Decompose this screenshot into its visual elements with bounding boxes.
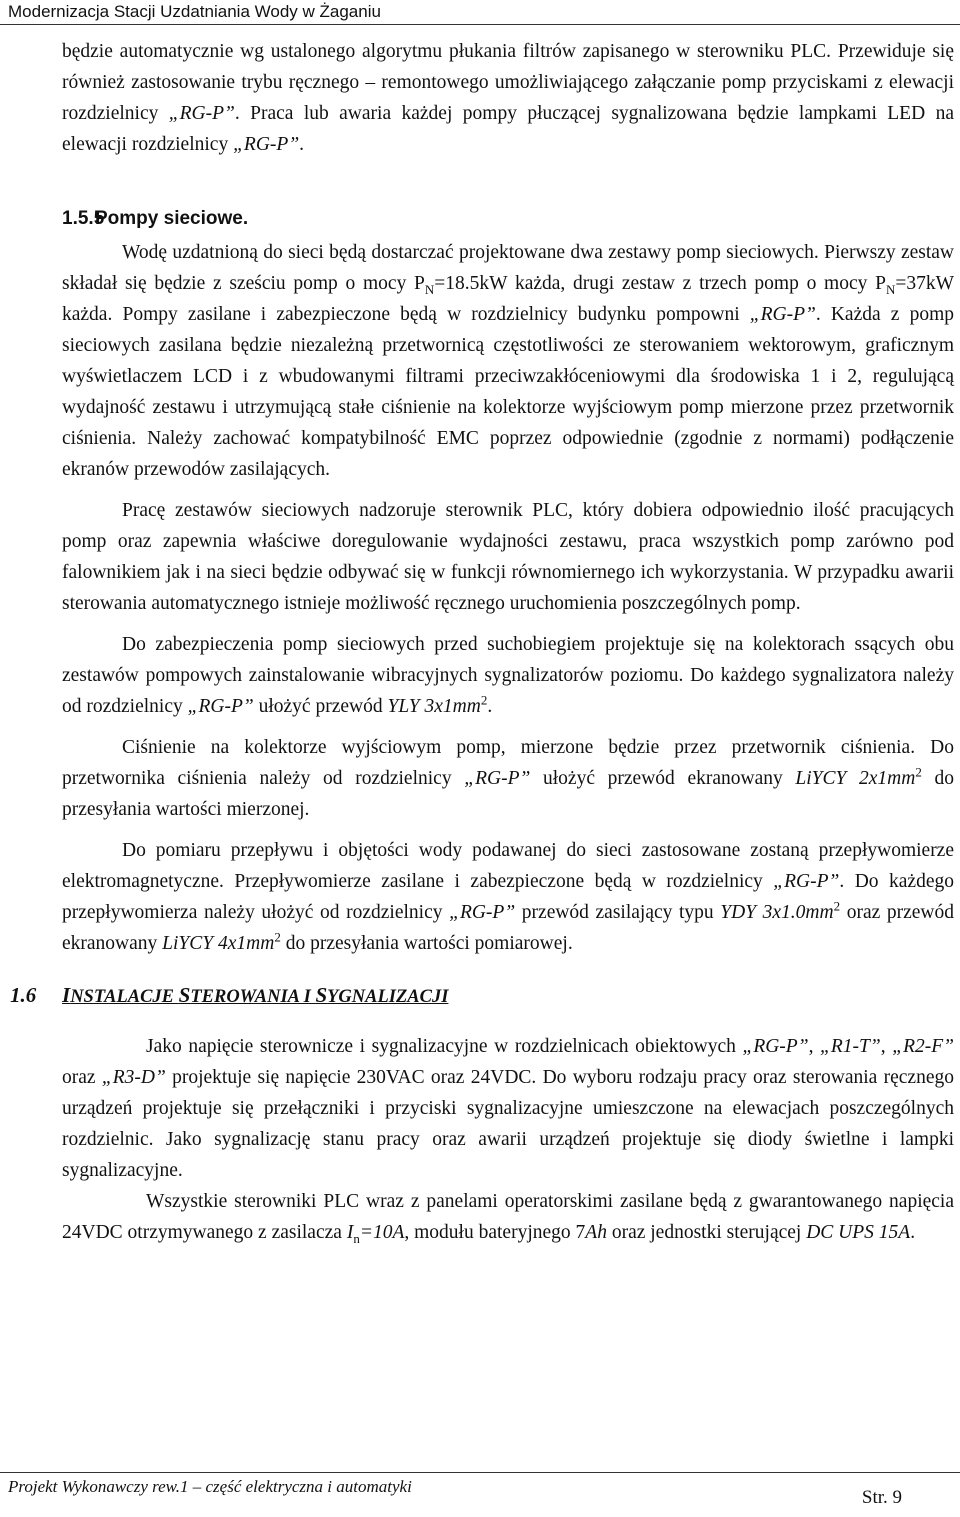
current-symbol: I (346, 1222, 354, 1243)
text: . Do każdego przepływomierza należy ułożyć od rozdzielnicy (62, 871, 954, 923)
switchboard-ref: „RG-P” (464, 768, 531, 789)
text: projektuje się napięcie 230VAC oraz 24VDC. Do wyboru rodzaju pracy oraz sterowania ręcznego urządzeń projektuje się przełączniki i przyciski sygnalizacyjne umieszczone na elewacjach poszczególnych rozdzielnic. Jako sygnalizację stanu pracy oraz awarii urządzeń projektuje się diody świetlne i lampki sygnalizacyjne. (62, 1067, 954, 1181)
cable-type: YLY 3x1mm (387, 696, 481, 717)
text: . Każda z pomp sieciowych zasilana będzie niezależną przetwornicą częstotliwości ze sterowaniem wektorowym, graficznym wyświetlaczem LCD i z wbudowanymi filtrami przeciwzakłóceniowymi dla środowiska 1 i 2, regulującą wydajność zestawu i utrzymującą stałe ciśnienie na kolektorze wyjściowym pomp mierzone przez przetwornik ciśnienia. Należy zachować kompatybilność EMC poprzez odpowiednie (zgodnie z normami) podłączenie ekranów przewodów zasilających. (62, 304, 954, 480)
section-heading-network-pumps (62, 204, 954, 234)
document-body (10, 36, 955, 1248)
title-initial: S (315, 983, 328, 1007)
cable-type: LiYCY 2x1mm (795, 768, 916, 789)
text: , (808, 1036, 821, 1057)
text: . (299, 134, 305, 155)
section-title: Pompy sieciowe. (95, 208, 249, 229)
footer-text: Projekt Wykonawczy rew.1 – (8, 1477, 206, 1496)
section-number: 1.5.5 (62, 208, 105, 229)
superscript: 2 (915, 764, 922, 780)
text: , (880, 1036, 893, 1057)
page-number: Str. 9 (861, 1487, 902, 1508)
switchboard-ref: „RG-P” (187, 696, 254, 717)
text: ułożyć przewód (253, 696, 388, 717)
paragraph-pressure-sensor (62, 732, 954, 825)
switchboard-ref: „R1-T” (820, 1036, 881, 1057)
text: będzie automatycznie wg ustalonego algorytmu płukania filtrów zapisanego w sterowniku PLC. Przewiduje się również zastosowanie trybu ręcznego – remontowego umożliwiającego załączanie pomp przyciskami z elewacji rozdzielnicy (62, 41, 954, 124)
title-part: NSTALACJE (70, 987, 179, 1007)
text: Wszystkie sterowniki PLC wraz z panelami operatorskimi zasilane będą z gwarantowanego napięcia 24VDC otrzymywanego z zasilacza (62, 1191, 954, 1243)
paragraph-plc-control: Pracę zestawów sieciowych nadzoruje sterownik PLC, który dobiera odpowiednio ilość pracujących pomp oraz zapewnia właściwe doregulowanie wydajności zestawu, praca wszystkich pomp zarówno pod falownikiem jak i na sieci będzie odbywać się w funkcji równomiernego ich wykorzystania. W przypadku awarii sterowania automatycznego istnieje możliwość ręcznego uruchomienia poszczególnych pomp. (62, 500, 954, 614)
text: , modułu bateryjnego 7 (404, 1222, 586, 1243)
text: przewód zasilający typu (515, 902, 721, 923)
paragraph-control-voltage (62, 1031, 954, 1186)
unit: Ah (585, 1222, 607, 1243)
text: do przesyłania wartości mierzonej. (62, 768, 955, 820)
text: =37kW każda. Pompy zasilane i zabezpieczone będą w rozdzielnicy budynku pompowni (62, 273, 954, 325)
title-part: YGNALIZACJI (327, 987, 449, 1007)
title-part: TEROWANIA I (190, 987, 316, 1007)
paragraph-dry-run-protection (62, 629, 954, 722)
paragraph-network-pumps (62, 237, 954, 485)
paragraph-backwash-pumps (62, 36, 954, 160)
page-header (0, 0, 960, 25)
section-number: 1.6 (10, 983, 37, 1007)
superscript: 2 (480, 692, 488, 708)
text: Do pomiaru przepływu i objętości wody podawanej do sieci zastosowane zostaną przepływomierze elektromagnetyczne. Przepływomierze zasilane i zabezpieczone będą w rozdzielnicy (62, 840, 954, 892)
switchboard-ref: „R3-D” (101, 1067, 166, 1088)
ups-model: DC UPS 15A (806, 1222, 911, 1243)
cable-type: LiYCY 4x1mm (162, 933, 275, 954)
text: oraz przewód ekranowany (62, 902, 955, 954)
text: Jako napięcie sterownicze i sygnalizacyjne w rozdzielnicach obiektowych (146, 1036, 743, 1057)
section-heading-control-signalling (10, 979, 954, 1013)
text: . (487, 696, 493, 717)
section-title (62, 983, 449, 1007)
page-footer (0, 1472, 960, 1517)
switchboard-ref: „R2-F” (892, 1036, 954, 1057)
document-title: Modernizacja Stacji Uzdatniania Wody w Żaganiu (8, 2, 381, 21)
footer-text: część elektryczna i automatyki (205, 1477, 412, 1496)
superscript: 2 (274, 929, 281, 945)
text: ułożyć przewód ekranowany (530, 768, 796, 789)
current-value: =10A (359, 1222, 405, 1243)
paragraph-flow-meters (62, 835, 954, 959)
switchboard-ref: „RG-P” (168, 103, 235, 124)
text: . Praca lub awaria każdej pompy płuczącej sygnalizowana będzie lampkami LED na elewacji rozdzielnicy (62, 103, 954, 155)
text: Do zabezpieczenia pomp sieciowych przed suchobiegiem projektuje się na kolektorach ssących obu zestawów pompowych zainstalowanie wibracyjnych sygnalizatorów poziomu. Do każdego sygnalizatora należy od rozdzielnicy (62, 634, 954, 717)
title-initial: S (178, 983, 191, 1007)
text: Ciśnienie na kolektorze wyjściowym pomp, mierzone będzie przez przetwornik ciśnienia. Do przetwornika ciśnienia należy od rozdzielnicy (62, 737, 954, 789)
switchboard-ref: „RG-P” (749, 304, 816, 325)
switchboard-ref: „RG-P” (449, 902, 516, 923)
subscript: N (424, 281, 435, 297)
subscript: n (353, 1230, 360, 1246)
text: oraz (62, 1067, 102, 1088)
subscript: N (885, 281, 896, 297)
text: . (910, 1222, 916, 1243)
switchboard-ref: „RG-P” (742, 1036, 809, 1057)
switchboard-ref: „RG-P” (233, 134, 300, 155)
text: =18.5kW każda, drugi zestaw z trzech pomp o mocy P (434, 273, 886, 294)
paragraph-plc-power-supply (62, 1186, 954, 1248)
text: Wodę uzdatnioną do sieci będą dostarczać projektowane dwa zestawy pomp sieciowych. Pierwszy zestaw składał się będzie z sześciu pomp o mocy P (62, 242, 954, 294)
switchboard-ref: „RG-P” (773, 871, 840, 892)
cable-type: YDY 3x1.0mm (720, 902, 834, 923)
text: oraz jednostki sterującej (606, 1222, 807, 1243)
footer-project (8, 1477, 412, 1497)
title-initial: I (62, 983, 71, 1007)
superscript: 2 (833, 898, 841, 914)
text: do przesyłania wartości pomiarowej. (280, 933, 573, 954)
